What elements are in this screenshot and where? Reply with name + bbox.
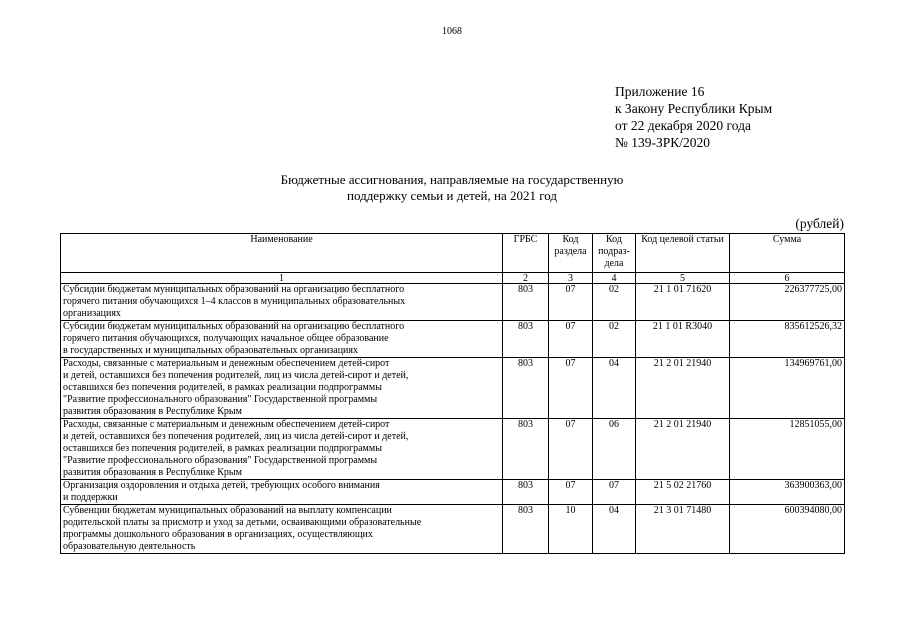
row-grbs: 803	[503, 358, 549, 419]
row-name: Расходы, связанные с материальным и денежным обеспечением детей-сирот и детей, оставшихся без попечения родителей, лиц из числа детей-сирот и детей, оставшихся без попечения родителей, в рамках реализации подпрограммы "Развитие профессионального образования" Государственной программы развития образования в Республике Крым	[61, 358, 503, 419]
appendix-line: к Закону Республики Крым	[615, 101, 773, 116]
row-section-code: 07	[549, 419, 593, 480]
row-grbs: 803	[503, 321, 549, 358]
column-header: Код целевой статьи	[636, 234, 730, 273]
column-number: 4	[593, 273, 636, 284]
row-name: Субсидии бюджетам муниципальных образований на организацию бесплатного горячего питания обучающихся, получающих начальное общее образование в государственных и муниципальных образовательных организациях	[61, 321, 503, 358]
row-amount: 600394080,00	[730, 505, 845, 554]
table-row	[61, 480, 845, 505]
unit-label: (рублей)	[795, 216, 844, 231]
row-amount: 835612526,32	[730, 321, 845, 358]
table-row	[61, 419, 845, 480]
row-grbs: 803	[503, 505, 549, 554]
row-name: Расходы, связанные с материальным и денежным обеспечением детей-сирот и детей, оставшихся без попечения родителей, лиц из числа детей-сирот и детей, оставшихся без попечения родителей, в рамках реализации подпрограммы "Развитие профессионального образования" Государственной программы развития образования в Республике Крым	[61, 419, 503, 480]
table-body	[61, 284, 845, 554]
column-number: 6	[730, 273, 845, 284]
row-subsection-code: 07	[593, 480, 636, 505]
row-grbs: 803	[503, 480, 549, 505]
appendix-line: Приложение 16	[615, 84, 705, 99]
column-header: Код раздела	[549, 234, 593, 273]
page-number: 1068	[442, 26, 462, 37]
row-name: Субвенции бюджетам муниципальных образований на выплату компенсации родительской платы за присмотр и уход за детьми, осваивающими образовательные программы дошкольного образования в организациях, осуществляющих образовательную деятельность	[61, 505, 503, 554]
row-grbs: 803	[503, 284, 549, 321]
table-row	[61, 284, 845, 321]
title-line: Бюджетные ассигнования, направляемые на государственную	[280, 172, 624, 187]
column-number: 1	[61, 273, 503, 284]
column-header: Сумма	[730, 234, 845, 273]
column-number: 2	[503, 273, 549, 284]
appendix-line: № 139-ЗРК/2020	[615, 135, 711, 150]
row-section-code: 10	[549, 505, 593, 554]
title-line: поддержку семьи и детей, на 2021 год	[347, 188, 557, 203]
table-row	[61, 358, 845, 419]
appendix-block	[615, 83, 772, 151]
table-column-number-row	[61, 273, 845, 284]
row-amount: 363900363,00	[730, 480, 845, 505]
column-number: 5	[636, 273, 730, 284]
row-subsection-code: 04	[593, 358, 636, 419]
row-section-code: 07	[549, 321, 593, 358]
row-subsection-code: 06	[593, 419, 636, 480]
document-title	[0, 172, 904, 204]
column-header: Наименование	[61, 234, 503, 273]
row-target-code: 21 5 02 21760	[636, 480, 730, 505]
row-grbs: 803	[503, 419, 549, 480]
column-header: ГРБС	[503, 234, 549, 273]
row-subsection-code: 02	[593, 321, 636, 358]
row-subsection-code: 04	[593, 505, 636, 554]
table-row	[61, 321, 845, 358]
row-target-code: 21 1 01 71620	[636, 284, 730, 321]
row-target-code: 21 2 01 21940	[636, 358, 730, 419]
row-name: Субсидии бюджетам муниципальных образований на организацию бесплатного горячего питания обучающихся 1–4 классов в муниципальных образовательных организациях	[61, 284, 503, 321]
column-number: 3	[549, 273, 593, 284]
row-section-code: 07	[549, 480, 593, 505]
row-section-code: 07	[549, 358, 593, 419]
row-amount: 12851055,00	[730, 419, 845, 480]
table-header-row	[61, 234, 845, 273]
row-name: Организация оздоровления и отдыха детей, требующих особого внимания и поддержки	[61, 480, 503, 505]
row-subsection-code: 02	[593, 284, 636, 321]
row-target-code: 21 2 01 21940	[636, 419, 730, 480]
appendix-line: от 22 декабря 2020 года	[615, 118, 751, 133]
budget-table	[60, 233, 845, 554]
row-target-code: 21 1 01 R3040	[636, 321, 730, 358]
table-row	[61, 505, 845, 554]
column-header: Код подраз- дела	[593, 234, 636, 273]
row-amount: 226377725,00	[730, 284, 845, 321]
row-target-code: 21 3 01 71480	[636, 505, 730, 554]
row-amount: 134969761,00	[730, 358, 845, 419]
row-section-code: 07	[549, 284, 593, 321]
